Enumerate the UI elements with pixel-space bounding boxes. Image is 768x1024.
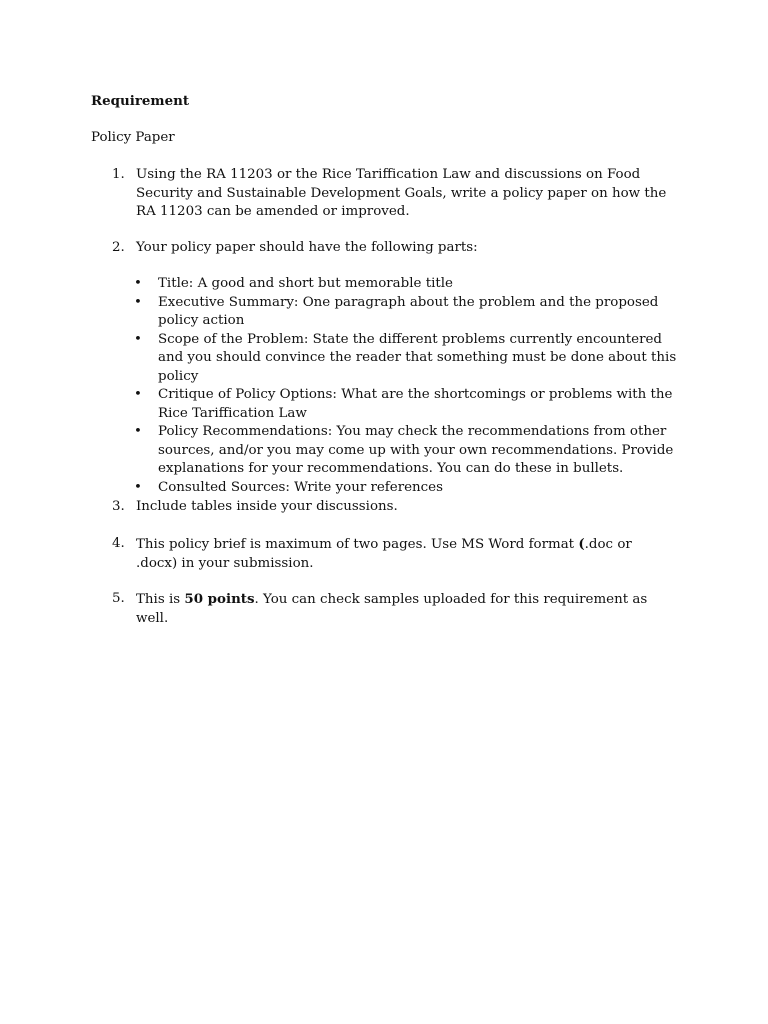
list-item-text-part: This is (136, 592, 185, 607)
bullet-text: Policy Recommendations: You may check the recommendations from other sources, and/or you may come up with your own recommendations. Provide explanations for your recommendations. You can do these in bullets. (158, 424, 674, 476)
list-number: 2. (112, 240, 125, 255)
list-number: 1. (112, 167, 125, 182)
list-item-text-part: . You can check samples uploaded for this requirement as well. (136, 592, 648, 626)
list-item-5 (112, 590, 672, 628)
bullet-text: Critique of Policy Options: What are the shortcomings or problems with the Rice Tariffication Law (158, 387, 673, 421)
list-item-text (136, 535, 672, 573)
bullet-text: Title: A good and short but memorable title (158, 276, 453, 291)
list-item-emphasis: ( (578, 536, 585, 552)
list-item-3 (112, 498, 672, 517)
bullet-icon: • (134, 387, 142, 402)
list-item-1 (112, 166, 672, 222)
bullet-icon: • (134, 424, 142, 439)
list-number: 3. (112, 499, 125, 514)
points-emphasis: 50 points (184, 591, 255, 607)
list-item-text-part: This policy brief is maximum of two pages. Use MS Word format (136, 537, 579, 552)
list-item (134, 331, 684, 387)
list-number: 4. (112, 536, 125, 551)
list-item (134, 423, 684, 479)
list-item-text: Your policy paper should have the following parts: (136, 240, 478, 255)
list-item-4 (112, 535, 672, 573)
bullet-icon: • (134, 479, 142, 495)
list-item-text-part: .doc or .docx) in your submission. (136, 537, 632, 571)
page-heading: Requirement (91, 93, 190, 109)
page-subheading: Policy Paper (91, 130, 175, 145)
bullet-icon: • (134, 294, 142, 310)
list-number: 5. (112, 591, 125, 606)
bullet-text: Executive Summary: One paragraph about the problem and the proposed policy action (158, 294, 659, 328)
list-item-text (136, 590, 672, 628)
list-item (134, 294, 684, 331)
list-item (134, 479, 684, 498)
list-item (134, 275, 684, 294)
bullet-text: Scope of the Problem: State the different problems currently encountered and you should convince the reader that something must be done about this policy (158, 331, 677, 384)
list-item-2 (112, 239, 672, 258)
bullet-icon: • (134, 331, 142, 347)
list-item-text: Using the RA 11203 or the Rice Tariffication Law and discussions on Food Security and Sustainable Development Goals, write a policy paper on how the RA 11203 can be amended or improved. (136, 167, 667, 219)
bullet-icon: • (134, 276, 142, 291)
bullet-text: Consulted Sources: Write your references (158, 479, 443, 495)
list-item-text: Include tables inside your discussions. (136, 499, 398, 514)
list-item (134, 386, 684, 423)
policy-parts-list (134, 275, 684, 497)
